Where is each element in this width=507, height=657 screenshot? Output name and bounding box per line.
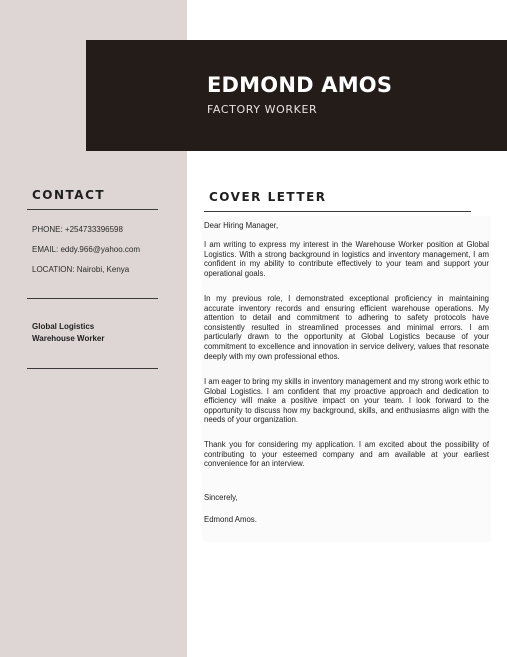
applicant-name: EDMOND AMOS [207, 73, 393, 97]
letter-salutation: Dear Hiring Manager, [204, 221, 279, 230]
letter-paragraph-4: Thank you for considering my application. I am excited about the possibility of contributing to your esteemed company and am available at your earliest convenience for an interview. [204, 440, 489, 469]
contact-email: EMAIL: eddy.966@yahoo.com [32, 245, 141, 254]
contact-divider-middle [27, 298, 158, 299]
letter-paragraph-3: I am eager to bring my skills in inventory management and my strong work ethic to Global Logistics. I am confident that my proactive approach and dedication to efficiency will make a positive impact on your team. I look forward to the opportunity to discuss how my background, skills, and enthusiasms align with the needs of your organization. [204, 377, 489, 425]
cover-letter-divider [204, 211, 471, 212]
contact-divider-top [27, 209, 158, 210]
contact-phone: PHONE: +254733396598 [32, 225, 123, 234]
letter-paragraph-1: I am writing to express my interest in the Warehouse Worker position at Global Logistics. With a strong background in logistics and inventory management, I am confident in my ability to contribute effectively to your team and support your operational goals. [204, 240, 489, 278]
contact-divider-bottom [27, 368, 158, 369]
cover-letter-heading: COVER LETTER [209, 190, 327, 204]
applicant-job-title: FACTORY WORKER [207, 103, 318, 116]
letter-closing: Sincerely, [204, 493, 238, 502]
recipient-company: Global Logistics [32, 322, 95, 331]
letter-signature: Edmond Amos. [204, 515, 257, 524]
letter-paragraph-2: In my previous role, I demonstrated exceptional proficiency in maintaining accurate inventory records and ensuring efficient warehouse operations. My attention to detail and commitment to adhering to safety protocols have consistently resulted in streamlined processes and minimal errors. I am particularly drawn to the opportunity at Global Logistics because of your commitment to excellence and innovation in service delivery, values that resonate deeply with my own professional ethos. [204, 294, 489, 361]
recipient-position: Warehouse Worker [32, 334, 105, 343]
contact-heading: CONTACT [32, 188, 106, 202]
contact-location: LOCATION: Nairobi, Kenya [32, 265, 130, 274]
